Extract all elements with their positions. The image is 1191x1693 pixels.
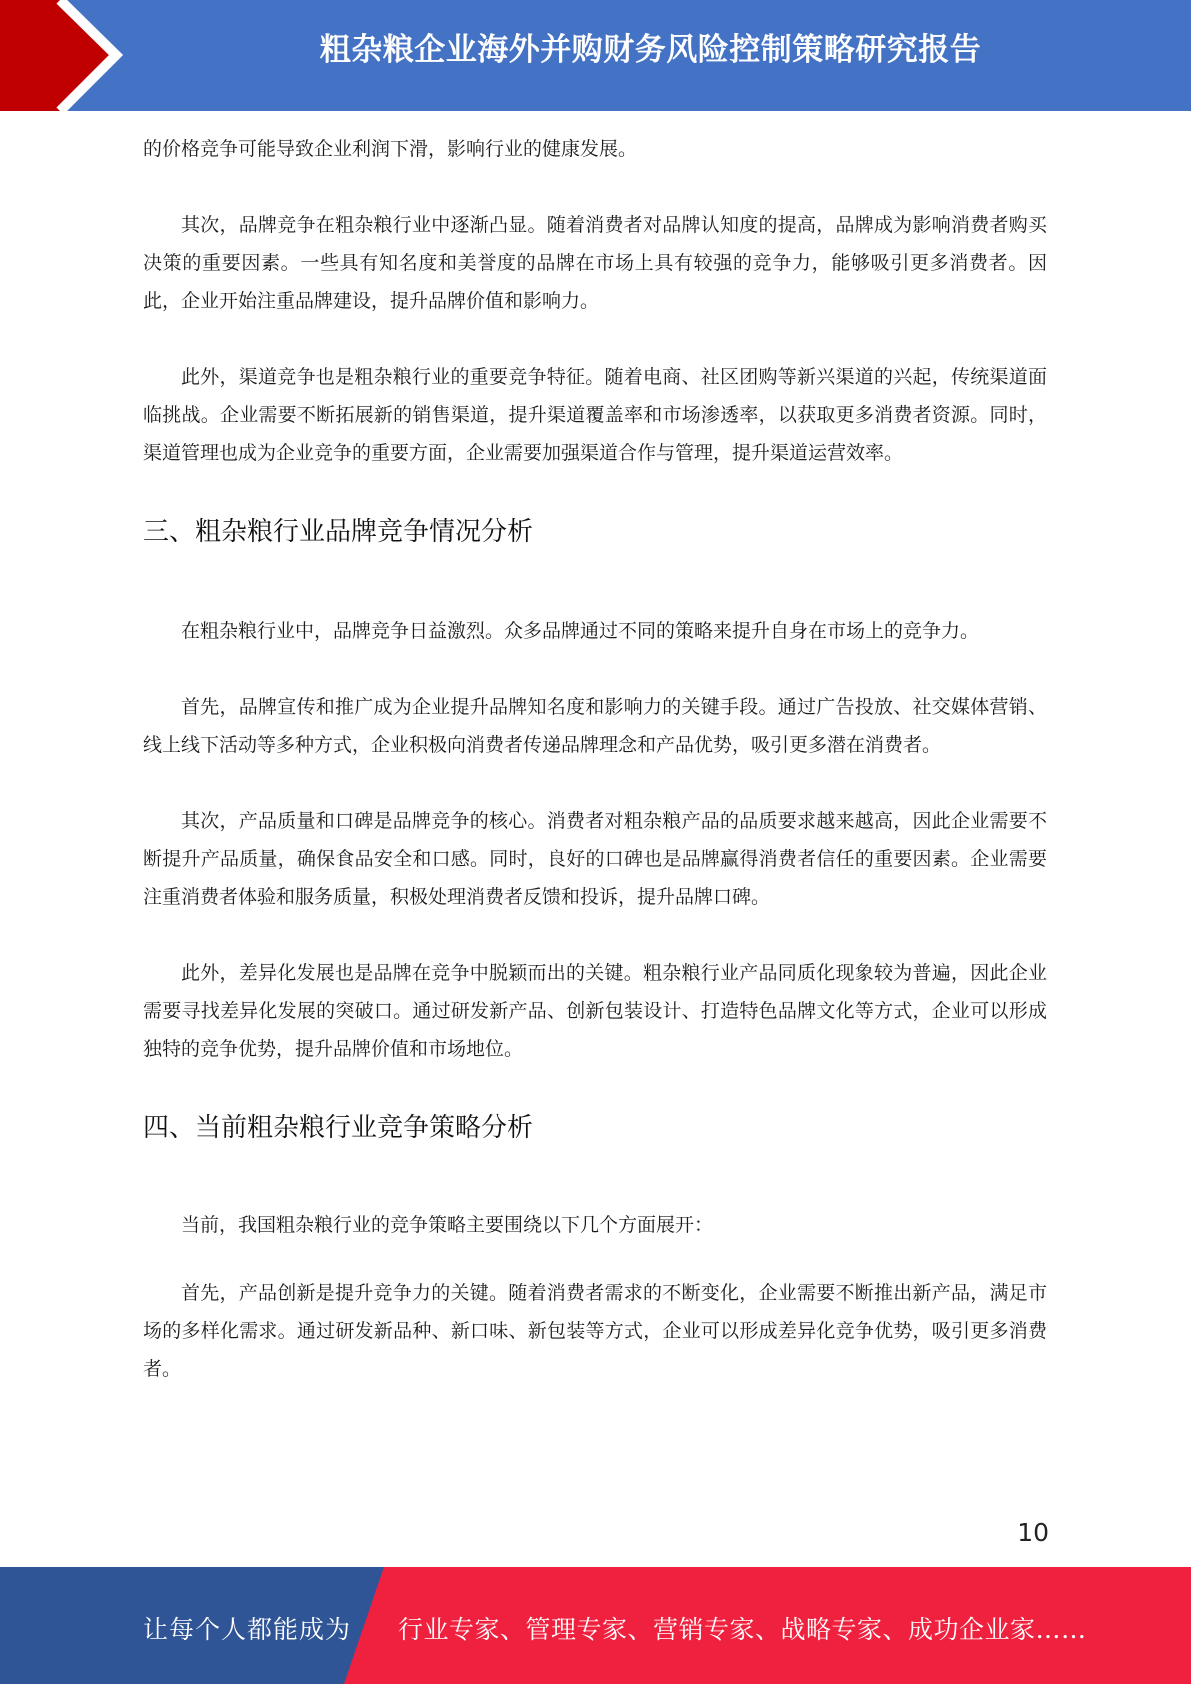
document-title: 粗杂粮企业海外并购财务风险控制策略研究报告	[319, 32, 982, 68]
page-number: 10	[1017, 1518, 1049, 1547]
paragraph: 此外，差异化发展也是品牌在竞争中脱颖而出的关键。粗杂粮行业产品同质化现象较为普遍，因此企业需要寻找差异化发展的突破口。通过研发新产品、创新包装设计、打造特色品牌文化等方式，企业可以形成独特的竞争优势，提升品牌价值和市场地位。	[143, 962, 1047, 1060]
footer-slogan-left: 让每个人都能成为	[143, 1615, 352, 1644]
document-body	[143, 130, 1047, 1388]
section-heading: 三、粗杂粮行业品牌竞争情况分析	[143, 517, 534, 547]
paragraph: 其次，产品质量和口碑是品牌竞争的核心。消费者对粗杂粮产品的品质要求越来越高，因此企业需要不断提升产品质量，确保食品安全和口感。同时，良好的口碑也是品牌赢得消费者信任的重要因素。企业需要注重消费者体验和服务质量，积极处理消费者反馈和投诉，提升品牌口碑。	[143, 810, 1047, 908]
paragraph: 首先，品牌宣传和推广成为企业提升品牌知名度和影响力的关键手段。通过广告投放、社交媒体营销、线上线下活动等多种方式，企业积极向消费者传递品牌理念和产品优势，吸引更多潜在消费者。	[143, 696, 1047, 756]
paragraph: 在粗杂粮行业中，品牌竞争日益激烈。众多品牌通过不同的策略来提升自身在市场上的竞争力。	[181, 620, 980, 642]
page-header	[0, 0, 1191, 111]
section-heading: 四、当前粗杂粮行业竞争策略分析	[143, 1113, 534, 1143]
footer-slogan-right: 行业专家、管理专家、营销专家、战略专家、成功企业家……	[398, 1615, 1087, 1644]
paragraph: 的价格竞争可能导致企业利润下滑，影响行业的健康发展。	[143, 138, 638, 160]
paragraph: 此外，渠道竞争也是粗杂粮行业的重要竞争特征。随着电商、社区团购等新兴渠道的兴起，传统渠道面临挑战。企业需要不断拓展新的销售渠道，提升渠道覆盖率和市场渗透率，以获取更多消费者资源。同时，渠道管理也成为企业竞争的重要方面，企业需要加强渠道合作与管理，提升渠道运营效率。	[143, 366, 1047, 464]
paragraph: 其次，品牌竞争在粗杂粮行业中逐渐凸显。随着消费者对品牌认知度的提高，品牌成为影响消费者购买决策的重要因素。一些具有知名度和美誉度的品牌在市场上具有较强的竞争力，能够吸引更多消费者。因此，企业开始注重品牌建设，提升品牌价值和影响力。	[143, 214, 1047, 312]
paragraph: 当前，我国粗杂粮行业的竞争策略主要围绕以下几个方面展开：	[181, 1214, 714, 1236]
red-chevron-decoration	[0, 0, 160, 111]
page-footer	[0, 1567, 1191, 1684]
paragraph: 首先，产品创新是提升竞争力的关键。随着消费者需求的不断变化，企业需要不断推出新产品，满足市场的多样化需求。通过研发新品种、新口味、新包装等方式，企业可以形成差异化竞争优势，吸引更多消费者。	[143, 1282, 1047, 1380]
